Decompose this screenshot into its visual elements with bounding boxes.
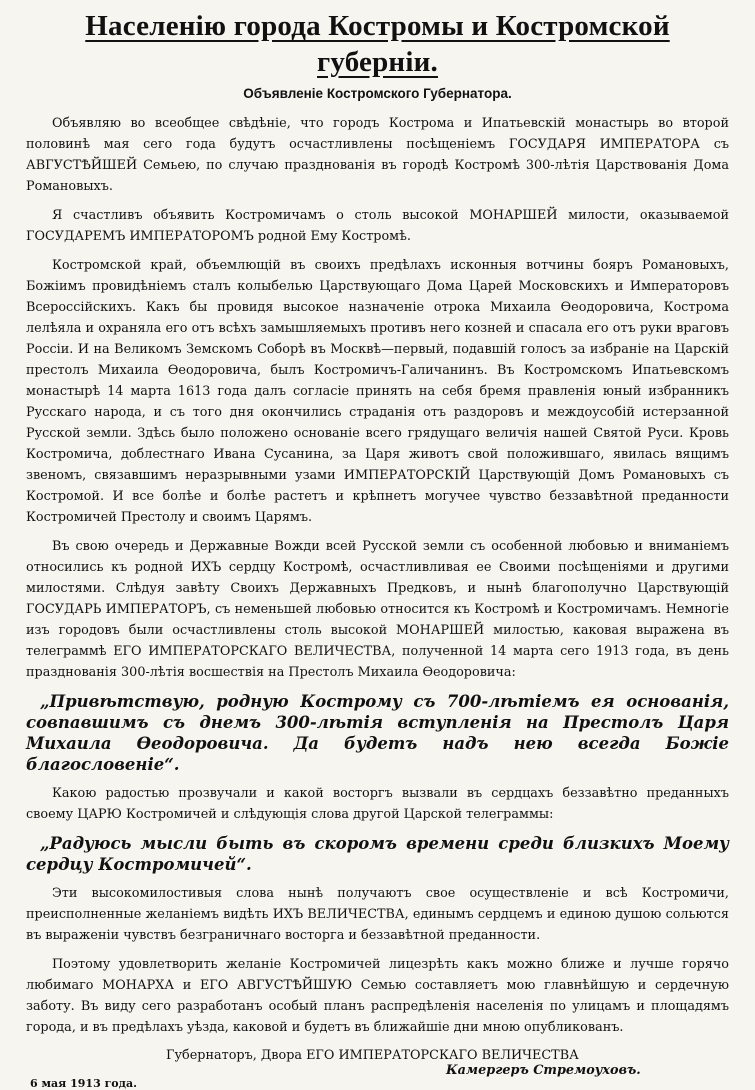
paragraph-7: Поэтому удовлетворить желаніе Костромичей лицезрѣть какъ можно ближе и лучше горячо любимаго МОНАРХА и ЕГО АВГУСТѢЙШУЮ Семью составляетъ мою главнѣйшую и сердечную заботу. Въ виду сего разработанъ особый планъ распредѣленія населенія по улицамъ и площадямъ города, и въ предѣлахъ уѣзда, каковой и будетъ въ ближайшіе дни мною опубликованъ. — [26, 957, 729, 1035]
paragraph-6: Эти высокомилостивыя слова нынѣ получаютъ свое осуществленіе и всѣ Костромичи, преисполненные желаніемъ видѣть ИХЪ ВЕЛИЧЕСТВА, единымъ сердцемъ и единою душою сольются въ выраженіи чувствъ безграничнаго восторга и беззавѣтной преданности. — [26, 886, 729, 943]
paragraph-1: Объявляю во всеобщее свѣдѣніе, что городъ Кострома и Ипатьевскій монастырь во второй половинѣ мая сего года будутъ осчастливлены посѣщеніемъ ГОСУДАРЯ ИМПЕРАТОРА съ АВГУСТѢЙШЕЙ Семьею, по случаю празднованія въ городѣ Костромѣ 300-лѣтія Царствованія Дома Романовыхъ. — [26, 116, 729, 194]
telegram-quote-1: „Привѣтствую, родную Кострому съ 700-лѣтіемъ ея основанія, совпавшимъ съ днемъ 300-лѣтія вступленія на Престолъ Царя Михаила Ѳеодоровича. Да будетъ надъ нею всегда Божіе благословеніе“. — [26, 692, 729, 774]
signature-title: Губернаторъ, Двора ЕГО ИМПЕРАТОРСКАГО ВЕЛИЧЕСТВА — [166, 1048, 579, 1063]
paragraph-2: Я счастливъ объявить Костромичамъ о столь высокой МОНАРШЕЙ милости, оказываемой ГОСУДАРЕМЪ ИМПЕРАТОРОМЪ родной Ему Костромѣ. — [26, 208, 729, 244]
telegram-quote-2: „Радуюсь мысли быть въ скоромъ времени среди близкихъ Моему сердцу Костромичей“. — [26, 834, 729, 874]
paragraph-3: Костромской край, объемлющій въ своихъ предѣлахъ исконныя вотчины бояръ Романовыхъ, Божіимъ провидѣніемъ сталъ колыбелью Царствующаго Дома Царей Московскихъ и Императоровъ Всероссійскихъ. Какъ бы провидя высокое назначеніе отрока Михаила Ѳеодоровича, Кострома лелѣяла и охраняла его отъ всѣхъ замышляемыхъ противъ него козней и спасала его отъ руки враговъ Россіи. И на Великомъ Земскомъ Соборѣ въ Москвѣ—первый, подавшій голосъ за избраніе на Царскій престолъ Михаила Ѳеодоровича, былъ Костромичъ-Галичанинъ. Въ Костромскомъ Ипатьевскомъ монастырѣ 14 марта 1613 года далъ согласіе принять на себя бремя правленія юный избранникъ Русскаго народа, и съ того дня окончились страданія отъ раздоровъ и междоусобій истерзанной Русской земли. Здѣсь было положено основаніе всего грядущаго величія нашей Святой Руси. Кровь Костромича, доблестнаго Ивана Сусанина, за Царя животъ свой положившаго, явилась вящимъ звеномъ, связавшимъ неразрывными узами ИМПЕРАТОРСКІЙ Царствующій Домъ Романовыхъ съ Костромой. И все болѣе и болѣе растетъ и крѣпнетъ могучее чувство беззавѣтной преданности Костромичей Престолу и своимъ Царямъ. — [26, 258, 729, 525]
page-title: Населенію города Костромы и Костромской губерніи. — [85, 10, 670, 78]
paragraph-4: Въ свою очередь и Державные Вожди всей Русской земли съ особенной любовью и вниманіемъ относились къ родной ИХЪ сердцу Костромѣ, осчастливливая ее Своими посѣщеніями и другими милостями. Слѣдуя завѣту Своихъ Державныхъ Предковъ, и нынѣ благополучно Царствующій ГОСУДАРЬ ИМПЕРАТОРЪ, съ неменьшей любовью относится къ Костромѣ и Костромичамъ. Немногіе изъ городовъ были осчастливлены столь высокой МОНАРШЕЙ милостью, каковая выражена въ телеграммѣ ЕГО ИМПЕРАТОРСКАГО ВЕЛИЧЕСТВА, полученной 14 марта сего 1913 года, въ день празднованія 300-лѣтія восшествія на Престолъ Михаила Ѳеодоровича: — [26, 539, 729, 680]
signature-row — [26, 1063, 729, 1090]
page-subtitle: Объявленіе Костромского Губернатора. — [243, 86, 512, 101]
paragraph-5: Какою радостью прозвучали и какой восторгъ вызвали въ сердцахъ беззавѣтно преданныхъ своему ЦАРЮ Костромичей и слѣдующія слова другой Царской телеграммы: — [26, 786, 729, 822]
document-date: 6 мая 1913 года. — [30, 1077, 137, 1090]
signature-name: Камергеръ Стремоуховъ. — [446, 1063, 641, 1078]
